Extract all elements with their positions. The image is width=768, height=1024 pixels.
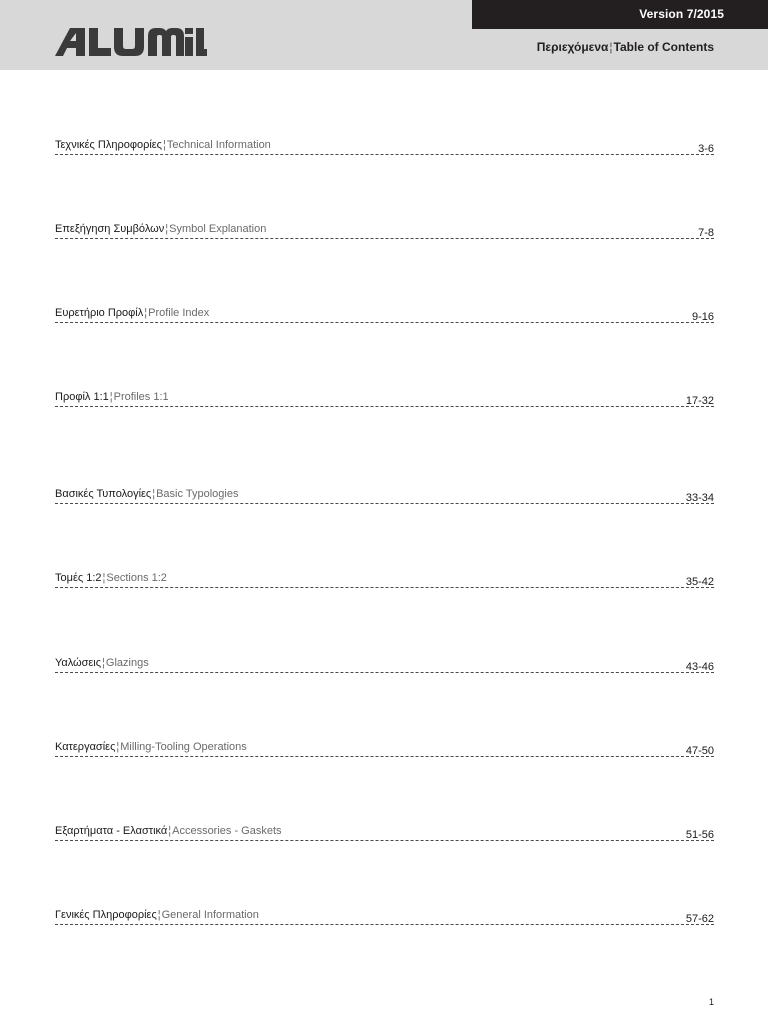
entry-separator: ¦: [165, 223, 169, 235]
toc-entry-accessories-gaskets[interactable]: [55, 824, 714, 841]
toc-entry-title: [55, 488, 238, 500]
entry-title-greek: Βασικές Τυπολογίες: [55, 488, 152, 500]
entry-title-english: Milling-Tooling Operations: [120, 741, 247, 753]
toc-entry-title: [55, 391, 169, 403]
entry-separator: ¦: [116, 741, 120, 753]
toc-entry-pages: 43-46: [685, 661, 714, 673]
toc-entry-glazings[interactable]: [55, 656, 714, 673]
toc-entry-milling-tooling[interactable]: [55, 740, 714, 757]
toc-entry-pages: 3-6: [698, 143, 714, 155]
entry-separator: ¦: [109, 391, 113, 403]
entry-title-english: Sections 1:2: [106, 572, 167, 584]
entry-title-english: General Information: [161, 909, 259, 921]
entry-separator: ¦: [163, 139, 166, 151]
toc-entry-pages: 7-8: [698, 227, 714, 239]
entry-title-greek: Τεχνικές Πληροφορίες: [55, 139, 162, 151]
entry-separator: ¦: [102, 657, 105, 669]
entry-title-greek: Γενικές Πληροφορίες: [55, 909, 157, 921]
entry-title-greek: Προφίλ 1:1: [55, 391, 109, 403]
entry-title-english: Profiles 1:1: [113, 391, 169, 403]
toc-entry-title: [55, 572, 167, 584]
entry-title-greek: Επεξήγηση Συμβόλων: [55, 223, 165, 235]
toc-entry-pages: 17-32: [685, 395, 714, 407]
toc-entry-title: [55, 909, 259, 921]
page-number: 1: [708, 997, 714, 1007]
toc-entry-title: [55, 825, 282, 837]
entry-title-greek: Τομές 1:2: [55, 572, 102, 584]
entry-separator: ¦: [144, 307, 148, 319]
entry-separator: ¦: [102, 572, 106, 584]
entry-title-greek: Υαλώσεις: [55, 657, 102, 669]
entry-title-english: Accessories - Gaskets: [172, 825, 282, 837]
entry-title-english: Technical Information: [166, 139, 271, 151]
entry-separator: ¦: [152, 488, 156, 500]
toc-entry-symbol-explanation[interactable]: [55, 222, 714, 239]
version-label: Version 7/2015: [639, 7, 724, 21]
toc-entry-profiles[interactable]: [55, 390, 714, 407]
toc-entry-pages: 51-56: [685, 829, 714, 841]
entry-separator: ¦: [157, 909, 161, 921]
entry-title-english: Symbol Explanation: [169, 223, 267, 235]
toc-entry-title: [55, 657, 149, 669]
toc-entry-pages: 9-16: [691, 311, 714, 323]
page-header: [0, 0, 768, 70]
toc-entry-sections[interactable]: [55, 571, 714, 588]
entry-title-greek: Κατεργασίες: [55, 741, 116, 753]
toc-heading-greek: Περιεχόμενα: [536, 40, 609, 54]
toc-entry-pages: 33-34: [685, 492, 714, 504]
entry-title-english: Profile Index: [148, 307, 210, 319]
toc-entry-technical-information[interactable]: [55, 138, 714, 155]
toc-entry-title: [55, 307, 209, 319]
entry-title-greek: Ευρετήριο Προφίλ: [55, 307, 144, 319]
toc-entry-title: [55, 223, 266, 235]
entry-separator: ¦: [168, 825, 172, 837]
entry-title-greek: Εξαρτήματα - Ελαστικά: [55, 825, 168, 837]
toc-entry-pages: 47-50: [685, 745, 714, 757]
toc-heading: [440, 40, 714, 54]
toc-entry-pages: 57-62: [685, 913, 714, 925]
toc-entry-title: [55, 741, 247, 753]
version-badge: [472, 0, 768, 29]
toc-entry-title: [55, 139, 271, 151]
entry-title-english: Basic Typologies: [156, 488, 239, 500]
entry-title-english: Glazings: [105, 657, 149, 669]
toc-heading-separator: ¦: [609, 40, 613, 54]
alumil-logo: [55, 27, 207, 57]
toc-entry-pages: 35-42: [685, 576, 714, 588]
toc-entry-basic-typologies[interactable]: [55, 487, 714, 504]
toc-entry-general-information[interactable]: [55, 908, 714, 925]
toc-entry-profile-index[interactable]: [55, 306, 714, 323]
toc-heading-english: Table of Contents: [613, 40, 714, 54]
